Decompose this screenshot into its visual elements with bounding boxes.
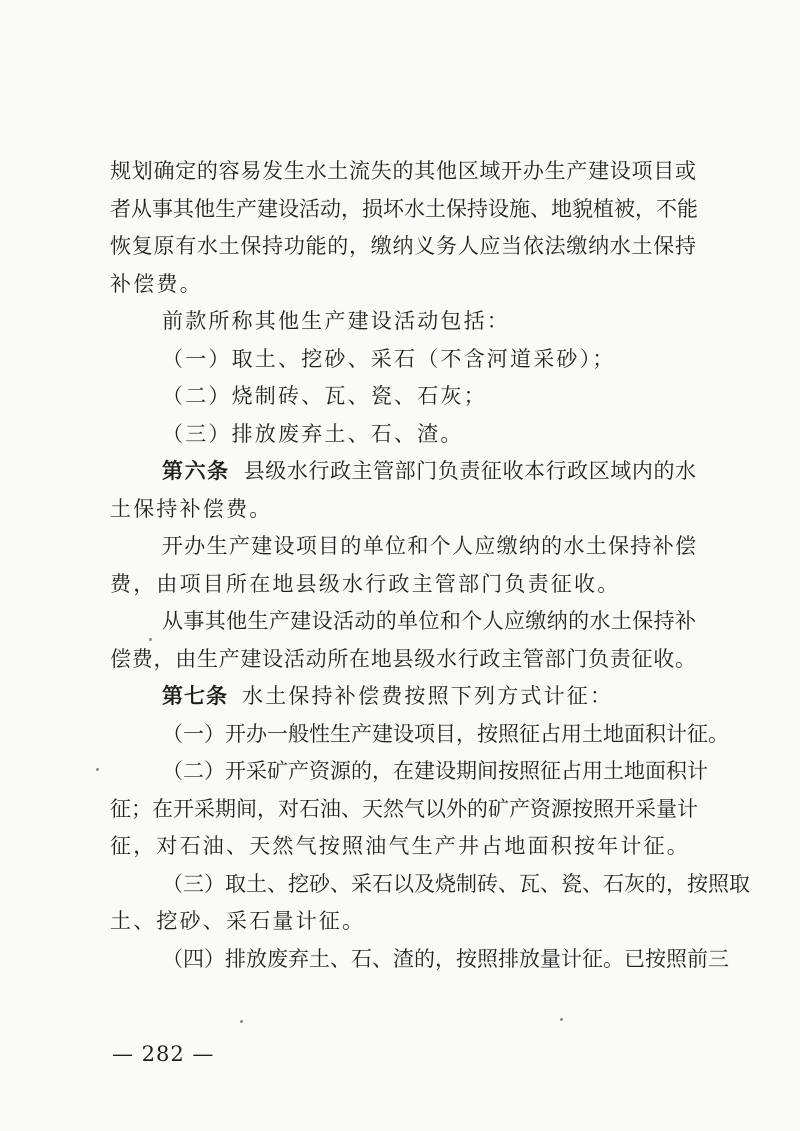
- page-number: — 282 —: [112, 1042, 215, 1066]
- line-text: 征，对石油、天然气按照油气生产井占地面积按年计征。: [110, 834, 690, 858]
- text-line: [110, 828, 696, 866]
- line-text: （四）排放废弃土、石、渣的，按照排放量计征。已按照前三: [162, 946, 729, 971]
- line-text: 水土保持补偿费按照下列方式计征：: [242, 684, 614, 708]
- line-text: 前款所称其他生产建设活动包括：: [162, 309, 510, 333]
- text-line: [110, 303, 696, 341]
- article-heading: 第六条: [162, 459, 230, 483]
- text-line: [110, 266, 696, 304]
- text-line: [110, 491, 696, 529]
- line-text: 征；在开采期间，对石油、天然气以外的矿产资源按照开采量计: [110, 796, 698, 821]
- scan-speck: [96, 768, 99, 771]
- line-text: （二）烧制砖、瓦、瓷、石灰；: [162, 384, 487, 408]
- text-line: [110, 416, 696, 454]
- text-line: [110, 528, 696, 566]
- line-text: 恢复原有水土保持功能的，缴纳义务人应当依法缴纳水土保持: [110, 234, 696, 258]
- text-line: [110, 566, 696, 604]
- scan-speck: [560, 1018, 563, 1021]
- line-text: （一）取土、挖砂、采石（不含河道采砂）；: [162, 346, 616, 371]
- text-line: [110, 453, 696, 491]
- line-text: 县级水行政主管部门负责征收本行政区域内的水: [243, 459, 697, 483]
- line-text: （三）取土、挖砂、采石以及烧制砖、瓦、瓷、石灰的，按照取: [162, 871, 750, 896]
- line-text: （三）排放废弃土、石、渣。: [162, 421, 464, 446]
- line-text: 开办生产建设项目的单位和个人应缴纳的水土保持补偿: [162, 534, 696, 558]
- line-text: （二）开采矿产资源的，在建设期间按照征占用土地面积计: [162, 759, 708, 783]
- text-line: [110, 791, 696, 829]
- text-line: [110, 941, 729, 979]
- line-text: 土、挖砂、采石量计征。: [110, 909, 366, 933]
- line-text: 从事其他生产建设活动的单位和个人应缴纳的水土保持补: [162, 609, 696, 633]
- line-text: 土保持补偿费。: [110, 496, 273, 521]
- scan-speck: [240, 1020, 243, 1023]
- scan-speck: [149, 638, 152, 641]
- line-text: （一）开办一般性生产建设项目，按照征占用土地面积计征。: [162, 721, 729, 746]
- line-text: 费，由项目所在地县级水行政主管部门负责征收。: [110, 571, 621, 596]
- text-line: [110, 191, 696, 229]
- text-line: [110, 903, 696, 941]
- text-line: [110, 341, 696, 379]
- line-text: 补偿费。: [110, 271, 203, 296]
- text-line: [110, 228, 696, 266]
- text-line: [110, 678, 696, 716]
- line-text: 者从事其他生产建设活动，损坏水土保持设施、地貌植被，不能: [110, 196, 698, 221]
- line-text: 偿费，由生产建设活动所在地县级水行政主管部门负责征收。: [110, 646, 696, 671]
- text-line: [110, 153, 696, 191]
- text-line: [110, 378, 696, 416]
- line-text: 规划确定的容易发生水土流失的其他区域开办生产建设项目或: [110, 159, 696, 183]
- text-line: [110, 641, 696, 679]
- text-line: [110, 716, 729, 754]
- article-heading: 第七条: [162, 684, 228, 708]
- text-line: [110, 603, 696, 641]
- text-line: [110, 866, 750, 904]
- text-line: [110, 753, 708, 791]
- body-text: [110, 153, 750, 978]
